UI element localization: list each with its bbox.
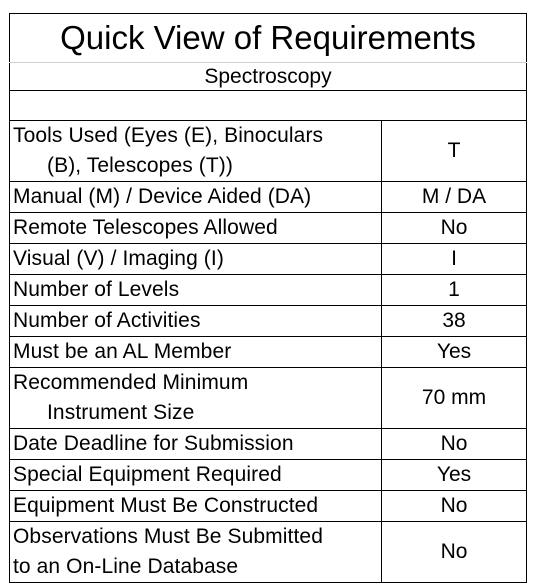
row-label: Number of Levels: [10, 275, 382, 306]
row-value: Yes: [382, 460, 527, 491]
row-value: T: [382, 121, 527, 182]
table-row: [10, 213, 527, 244]
row-label: Special Equipment Required: [10, 460, 382, 491]
row-label-line1: Recommended Minimum: [13, 371, 249, 394]
table-row: [10, 368, 527, 429]
row-label: Number of Activities: [10, 306, 382, 337]
row-value: I: [382, 244, 527, 275]
row-label: Must be an AL Member: [10, 337, 382, 368]
row-label-line1: Tools Used (Eyes (E), Binoculars: [13, 124, 324, 147]
row-label: Date Deadline for Submission: [10, 429, 382, 460]
row-value: Yes: [382, 337, 527, 368]
row-value: No: [382, 491, 527, 522]
row-value: 70 mm: [382, 368, 527, 429]
row-value: 1: [382, 275, 527, 306]
row-label: [10, 121, 382, 182]
blank-row: [10, 91, 527, 121]
table-row: [10, 306, 527, 337]
requirements-table: [9, 13, 527, 583]
table-row: [10, 182, 527, 213]
row-label: [10, 522, 382, 583]
table-row: [10, 491, 527, 522]
table-row: [10, 121, 527, 182]
row-label-line1: Observations Must Be Submitted: [13, 525, 323, 548]
row-label: Equipment Must Be Constructed: [10, 491, 382, 522]
table-row: [10, 522, 527, 583]
row-value: No: [382, 429, 527, 460]
row-value: No: [382, 213, 527, 244]
row-label-line2: Instrument Size: [47, 401, 195, 424]
row-label-line2: to an On-Line Database: [13, 555, 239, 578]
table-row: [10, 337, 527, 368]
row-value: M / DA: [382, 182, 527, 213]
subtitle: Spectroscopy: [10, 63, 527, 91]
row-label: Manual (M) / Device Aided (DA): [10, 182, 382, 213]
row-value: 38: [382, 306, 527, 337]
table-row: [10, 460, 527, 491]
row-value: No: [382, 522, 527, 583]
table-row: [10, 429, 527, 460]
table-row: [10, 275, 527, 306]
row-label: Visual (V) / Imaging (I): [10, 244, 382, 275]
row-label: [10, 368, 382, 429]
row-label-line2: (B), Telescopes (T)): [47, 154, 233, 177]
table-row: [10, 244, 527, 275]
row-label: Remote Telescopes Allowed: [10, 213, 382, 244]
page-title: Quick View of Requirements: [10, 14, 527, 63]
